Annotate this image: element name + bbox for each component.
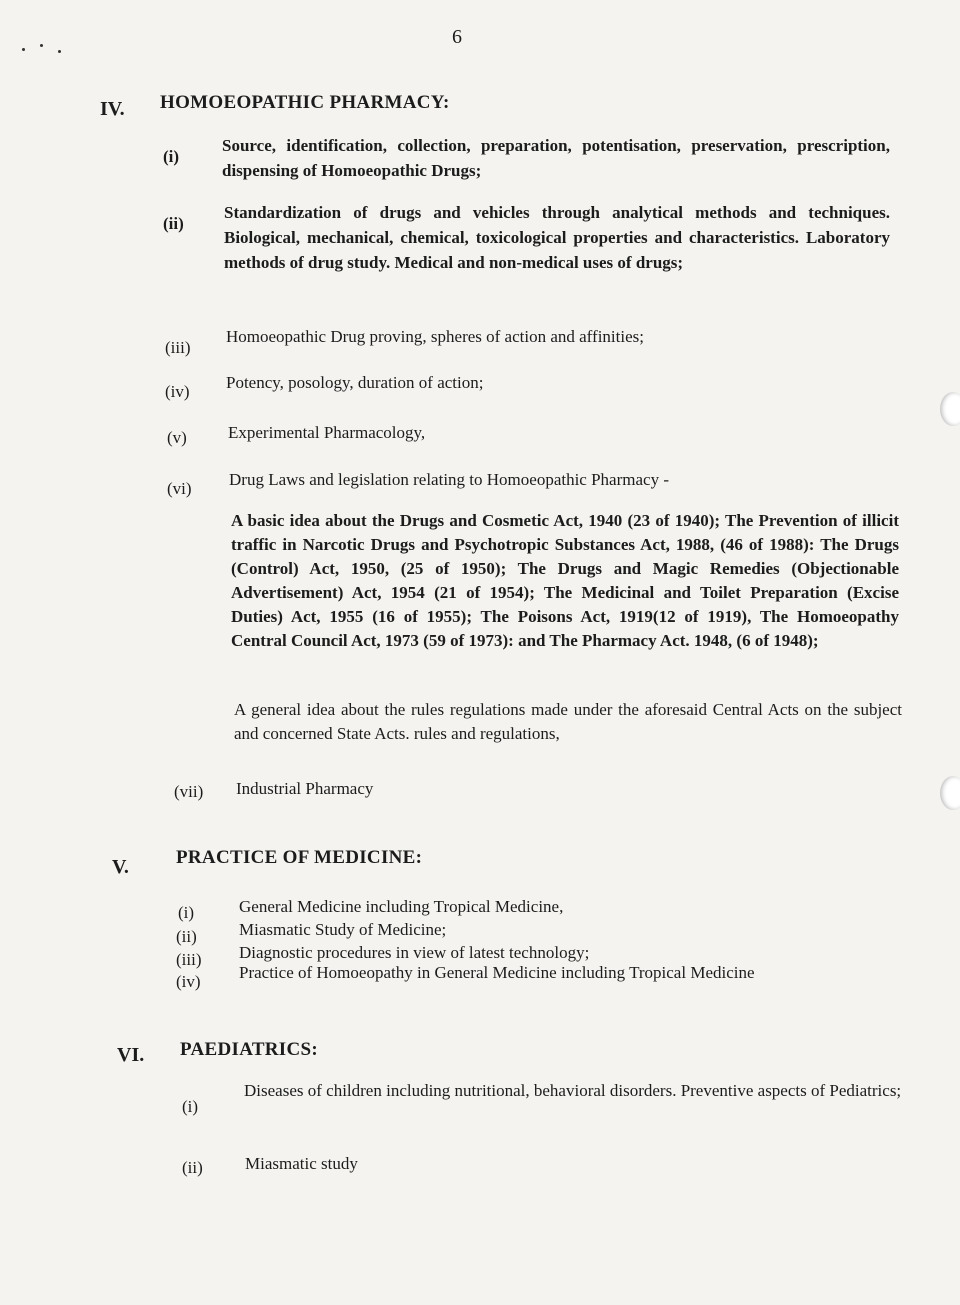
rules-paragraph: A general idea about the rules regulations made under the aforesaid Central Acts on the subject and concerned State Acts. rules and regulations,	[234, 700, 902, 743]
item-text: Practice of Homoeopathy in General Medicine including Tropical Medicine	[239, 963, 755, 982]
item-text: Diseases of children including nutritional, behavioral disorders. Preventive aspects of Pediatrics;	[244, 1081, 902, 1100]
scan-speck	[40, 44, 43, 47]
page-number: 6	[452, 26, 462, 48]
item-number: (vi)	[167, 479, 192, 498]
scan-speck	[22, 48, 25, 51]
item-number: (ii)	[182, 1158, 203, 1177]
item-number: (v)	[167, 428, 187, 447]
section-number: IV.	[100, 98, 125, 120]
item-number: (ii)	[163, 214, 184, 233]
item-number: (vii)	[174, 782, 204, 801]
section-title: PAEDIATRICS:	[180, 1039, 319, 1060]
item-number: (iii)	[165, 338, 191, 357]
item-text: Industrial Pharmacy	[236, 779, 374, 798]
item-text: Miasmatic study	[245, 1154, 358, 1173]
item-text: Diagnostic procedures in view of latest technology;	[239, 943, 590, 962]
item-text: Drug Laws and legislation relating to Homoeopathic Pharmacy -	[229, 470, 669, 489]
item-text: Experimental Pharmacology,	[228, 423, 426, 442]
item-number: (i)	[182, 1097, 199, 1116]
section-title: HOMOEOPATHIC PHARMACY:	[160, 92, 450, 113]
item-number: (iv)	[165, 382, 190, 401]
item-text: Source, identification, collection, preparation, potentisation, preservation, prescription, dispensing of Homoeopathic Drugs;	[222, 136, 890, 180]
scan-speck	[58, 50, 61, 53]
item-text: Homoeopathic Drug proving, spheres of action and affinities;	[226, 327, 644, 346]
acts-paragraph: A basic idea about the Drugs and Cosmetic Act, 1940 (23 of 1940); The Prevention of illicit traffic in Narcotic Drugs and Psychotropic Substances Act, 1988, (46 of 1988): The Drugs (Control) Act, 1950, (25 of 1950); The Drugs and Magic Remedies (Objectionable Advertisement) Act, 1954 (21 of 1954); The Medicinal and Toilet Preparation (Excise Duties) Act, 1955 (16 of 1955); The Poisons Act, 1919(12 of 1919), The Homoeopathy Central Council Act, 1973 (59 of 1973): and The Pharmacy Act. 1948, (6 of 1948);	[231, 511, 899, 650]
item-text: Standardization of drugs and vehicles through analytical methods and techniques. Biological, mechanical, chemical, toxicological properties and characteristics. Laboratory methods of drug study. Medical and non-medical uses of drugs;	[224, 203, 890, 272]
section-number: VI.	[117, 1044, 145, 1066]
item-number: (i)	[163, 147, 180, 166]
punch-hole	[940, 392, 960, 426]
punch-hole	[940, 776, 960, 810]
item-number: (ii)	[176, 927, 197, 946]
item-text: General Medicine including Tropical Medicine,	[239, 897, 564, 916]
item-text: Potency, posology, duration of action;	[226, 373, 484, 392]
section-title: PRACTICE OF MEDICINE:	[176, 847, 423, 868]
item-number: (iii)	[176, 950, 202, 969]
section-number: V.	[112, 856, 129, 878]
item-number: (i)	[178, 903, 195, 922]
item-text: Miasmatic Study of Medicine;	[239, 920, 447, 939]
item-number: (iv)	[176, 972, 201, 991]
